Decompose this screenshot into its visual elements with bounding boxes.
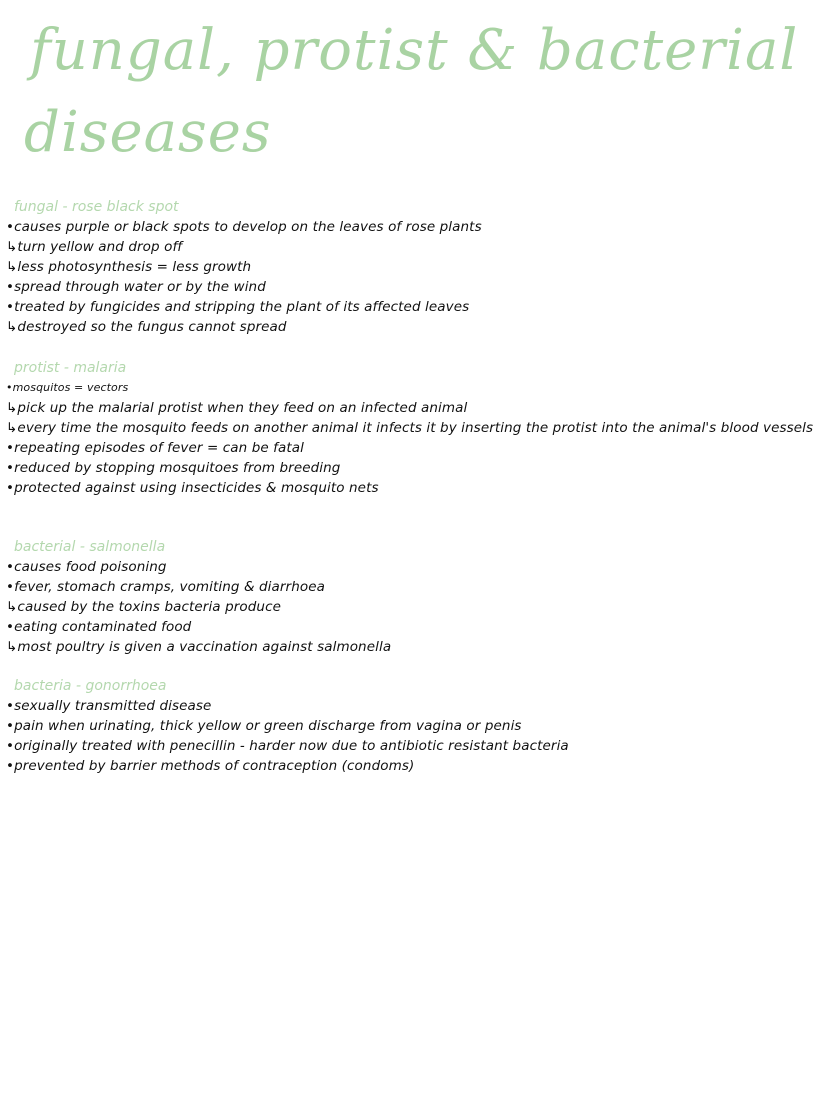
note-line: ↳ every time the mosquito feeds on another animal it infects it by inserting the protist into the animal's blood vessels	[0, 418, 816, 438]
note-line: • fever, stomach cramps, vomiting & diarrhoea	[0, 577, 828, 597]
section-gonorrhoea	[0, 676, 828, 776]
note-line: ↳ less photosynthesis = less growth	[0, 257, 828, 277]
section-heading: bacterial - salmonella	[14, 539, 166, 555]
note-line: • prevented by barrier methods of contraception (condoms)	[0, 756, 828, 776]
section-heading: bacteria - gonorrhoea	[14, 678, 167, 694]
note-line: • eating contaminated food	[0, 617, 828, 637]
note-line: • causes food poisoning	[0, 557, 828, 577]
note-line: ↳ caused by the toxins bacteria produce	[0, 597, 828, 617]
note-line: • causes purple or black spots to develop on the leaves of rose plants	[0, 217, 828, 237]
note-line: • protected against using insecticides & mosquito nets	[0, 478, 828, 498]
section-heading: fungal - rose black spot	[14, 199, 179, 215]
note-line: ↳ turn yellow and drop off	[0, 237, 828, 257]
section-protist	[0, 358, 828, 498]
section-salmonella	[0, 537, 828, 657]
note-line: • mosquitos = vectors	[0, 378, 828, 398]
note-line: • repeating episodes of fever = can be fatal	[0, 438, 828, 458]
note-line: ↳ destroyed so the fungus cannot spread	[0, 317, 828, 337]
note-line: • reduced by stopping mosquitoes from breeding	[0, 458, 828, 478]
note-line: • treated by fungicides and stripping the plant of its affected leaves	[0, 297, 828, 317]
note-line: • sexually transmitted disease	[0, 696, 828, 716]
section-fungal	[0, 197, 828, 337]
page-title-line-2: diseases	[24, 100, 272, 165]
note-line: ↳ most poultry is given a vaccination against salmonella	[0, 637, 828, 657]
note-line: • spread through water or by the wind	[0, 277, 828, 297]
note-line: • pain when urinating, thick yellow or green discharge from vagina or penis	[0, 716, 828, 736]
note-line: • originally treated with penecillin - harder now due to antibiotic resistant bacteria	[0, 736, 828, 756]
section-heading: protist - malaria	[14, 360, 127, 376]
page-title-line-1: fungal, protist & bacterial	[30, 18, 799, 83]
note-line: ↳ pick up the malarial protist when they feed on an infected animal	[0, 398, 828, 418]
